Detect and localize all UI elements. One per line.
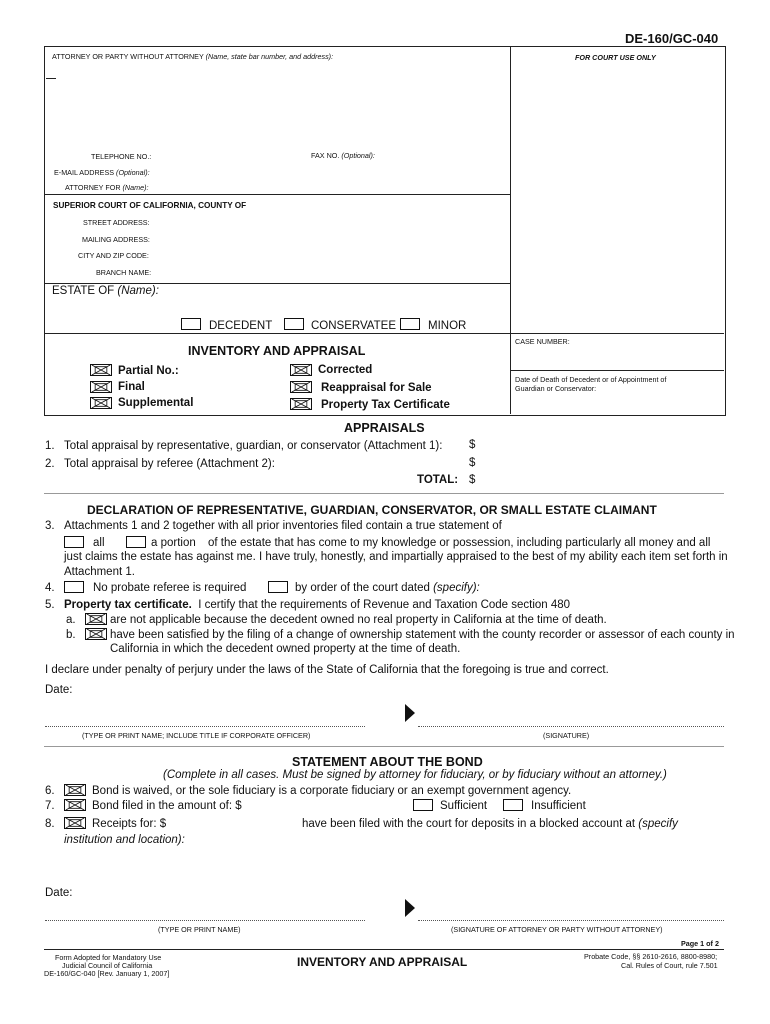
final-label: Final [118,381,145,393]
appraisal-line-1: Total appraisal by representative, guardian, or conservator (Attachment 1): [64,440,443,452]
item-number: 2. [45,458,55,470]
declaration-line-3c: just claims the estate has against me. I have truly, honestly, and impartially appraised to the best of my ability each item set forth in [64,551,728,563]
declaration-line-3d: Attachment 1. [64,566,135,578]
footer-adopted: Form Adopted for Mandatory Use [55,953,162,962]
sufficient-label: Sufficient [440,800,488,812]
item-letter: a. [66,614,76,626]
item-number: 3. [45,520,55,532]
dollar-sign: $ [469,439,476,451]
all-label: all [93,537,105,549]
no-referee-checkbox[interactable] [64,581,84,593]
item-number: 8. [45,818,55,830]
branch-name-label: BRANCH NAME: [96,268,152,277]
conservatee-checkbox[interactable] [284,318,304,330]
property-tax-label: Property Tax Certificate [321,399,450,411]
decedent-checkbox[interactable] [181,318,201,330]
bond-line-8: Receipts for: $ [92,818,167,830]
sufficient-checkbox[interactable] [413,799,433,811]
form-number: DE-160/GC-040 [625,31,719,46]
conservatee-label: CONSERVATEE [311,320,396,332]
footer-code-2: Cal. Rules of Court, rule 7.501 [621,961,718,970]
item-letter: b. [66,629,76,641]
declaration-date-label: Date: [45,684,73,696]
page-number: Page 1 of 2 [681,939,719,948]
bond-waived-checkbox[interactable] [64,784,86,796]
receipts-checkbox[interactable] [64,817,86,829]
no-referee-label: No probate referee is required [93,582,247,594]
reappraisal-checkbox[interactable] [290,381,312,393]
total-label: TOTAL: [417,474,459,486]
appraisals-heading: APPRAISALS [344,421,425,435]
footer-revision: DE-160/GC-040 [Rev. January 1, 2007] [44,969,170,978]
corrected-checkbox[interactable] [290,364,312,376]
decedent-label: DECEDENT [209,320,273,332]
declaration-line-5c: California in which the decedent owned property at the time of death. [110,643,461,655]
declaration-heading: DECLARATION OF REPRESENTATIVE, GUARDIAN, CONSERVATOR, OR SMALL ESTATE CLAIMANT [87,503,657,517]
bond-subheading: (Complete in all cases. Must be signed by attorney for fiduciary, or by fiduciary without an attorney.) [163,769,667,781]
declaration-line-5b: have been satisfied by the filing of a change of ownership statement with the county recorder or assessor of each county in [110,629,735,641]
court-order-label: by order of the court dated (specify): [295,582,480,594]
item-number: 7. [45,800,55,812]
dollar-sign: $ [469,474,476,486]
portion-label: a portion [151,537,196,549]
item-number: 6. [45,785,55,797]
signature-arrow-icon [405,704,415,722]
court-title: SUPERIOR COURT OF CALIFORNIA, COUNTY OF [53,201,247,210]
bond-signature-arrow-icon [405,899,415,917]
bond-filed-checkbox[interactable] [64,799,86,811]
reappraisal-label: Reappraisal for Sale [321,382,432,394]
item-number: 5. [45,599,55,611]
case-number-label: CASE NUMBER: [515,337,570,346]
bond-line-6: Bond is waived, or the sole fiduciary is a corporate fiduciary or an exempt government agency. [92,785,572,797]
declaration-line-5: Property tax certificate. I certify that the requirements of Revenue and Taxation Code section 480 [64,599,571,611]
estate-label: ESTATE OF (Name): [52,285,159,297]
declaration-signature-label: (SIGNATURE) [543,731,590,740]
partial-label: Partial No.: [118,365,179,377]
city-zip-label: CITY AND ZIP CODE: [78,251,149,260]
bond-line-8b: have been filed with the court for deposits in a blocked account at (specify [302,818,678,830]
footer-title: INVENTORY AND APPRAISAL [297,955,468,969]
death-date-label-1: Date of Death of Decedent or of Appointment of [515,375,667,384]
death-date-label-2: Guardian or Conservator: [515,384,597,393]
insufficient-label: Insufficient [531,800,586,812]
bond-line-7: Bond filed in the amount of: $ [92,800,242,812]
final-checkbox[interactable] [90,381,112,393]
court-use-label: FOR COURT USE ONLY [575,53,656,62]
court-order-checkbox[interactable] [268,581,288,593]
portion-checkbox[interactable] [126,536,146,548]
item-number: 1. [45,440,55,452]
declaration-line-3: Attachments 1 and 2 together with all prior inventories filed contain a true statement of [64,520,502,532]
partial-checkbox[interactable] [90,364,112,376]
insufficient-checkbox[interactable] [503,799,523,811]
fax-label: FAX NO. (Optional): [311,151,375,160]
telephone-label: TELEPHONE NO.: [91,152,152,161]
supplemental-label: Supplemental [118,397,194,409]
bond-type-name-label: (TYPE OR PRINT NAME) [158,925,241,934]
footer-code-1: Probate Code, §§ 2610-2616, 8800-8980; [584,952,718,961]
header-box [44,46,726,416]
dollar-sign: $ [469,457,476,469]
attorney-for-label: ATTORNEY FOR (Name): [65,183,149,192]
supplemental-checkbox[interactable] [90,397,112,409]
minor-checkbox[interactable] [400,318,420,330]
street-address-label: STREET ADDRESS: [83,218,150,227]
perjury-statement: I declare under penalty of perjury under the laws of the State of California that the foregoing is true and correct. [45,664,609,676]
attorney-label: ATTORNEY OR PARTY WITHOUT ATTORNEY (Name, state bar number, and address): [52,52,334,61]
footer-council: Judicial Council of California [62,961,153,970]
inventory-title: INVENTORY AND APPRAISAL [188,344,366,358]
declaration-type-name-label: (TYPE OR PRINT NAME; INCLUDE TITLE IF CORPORATE OFFICER) [82,731,311,740]
satisfied-checkbox[interactable] [85,628,107,640]
bond-date-label: Date: [45,887,73,899]
not-applicable-checkbox[interactable] [85,613,107,625]
minor-label: MINOR [428,320,467,332]
email-label: E-MAIL ADDRESS (Optional): [54,168,150,177]
bond-signature-label: (SIGNATURE OF ATTORNEY OR PARTY WITHOUT ATTORNEY) [451,925,663,934]
property-tax-checkbox[interactable] [290,398,312,410]
mailing-address-label: MAILING ADDRESS: [82,235,150,244]
declaration-line-5a: are not applicable because the decedent owned no real property in California at the time of death. [110,614,607,626]
appraisal-line-2: Total appraisal by referee (Attachment 2): [64,458,275,470]
all-checkbox[interactable] [64,536,84,548]
bond-line-8c: institution and location): [64,834,185,846]
bond-heading: STATEMENT ABOUT THE BOND [292,755,483,769]
corrected-label: Corrected [318,364,373,376]
item-number: 4. [45,582,55,594]
declaration-line-3b: of the estate that has come to my knowledge or possession, including particularly all money and all [208,537,711,549]
